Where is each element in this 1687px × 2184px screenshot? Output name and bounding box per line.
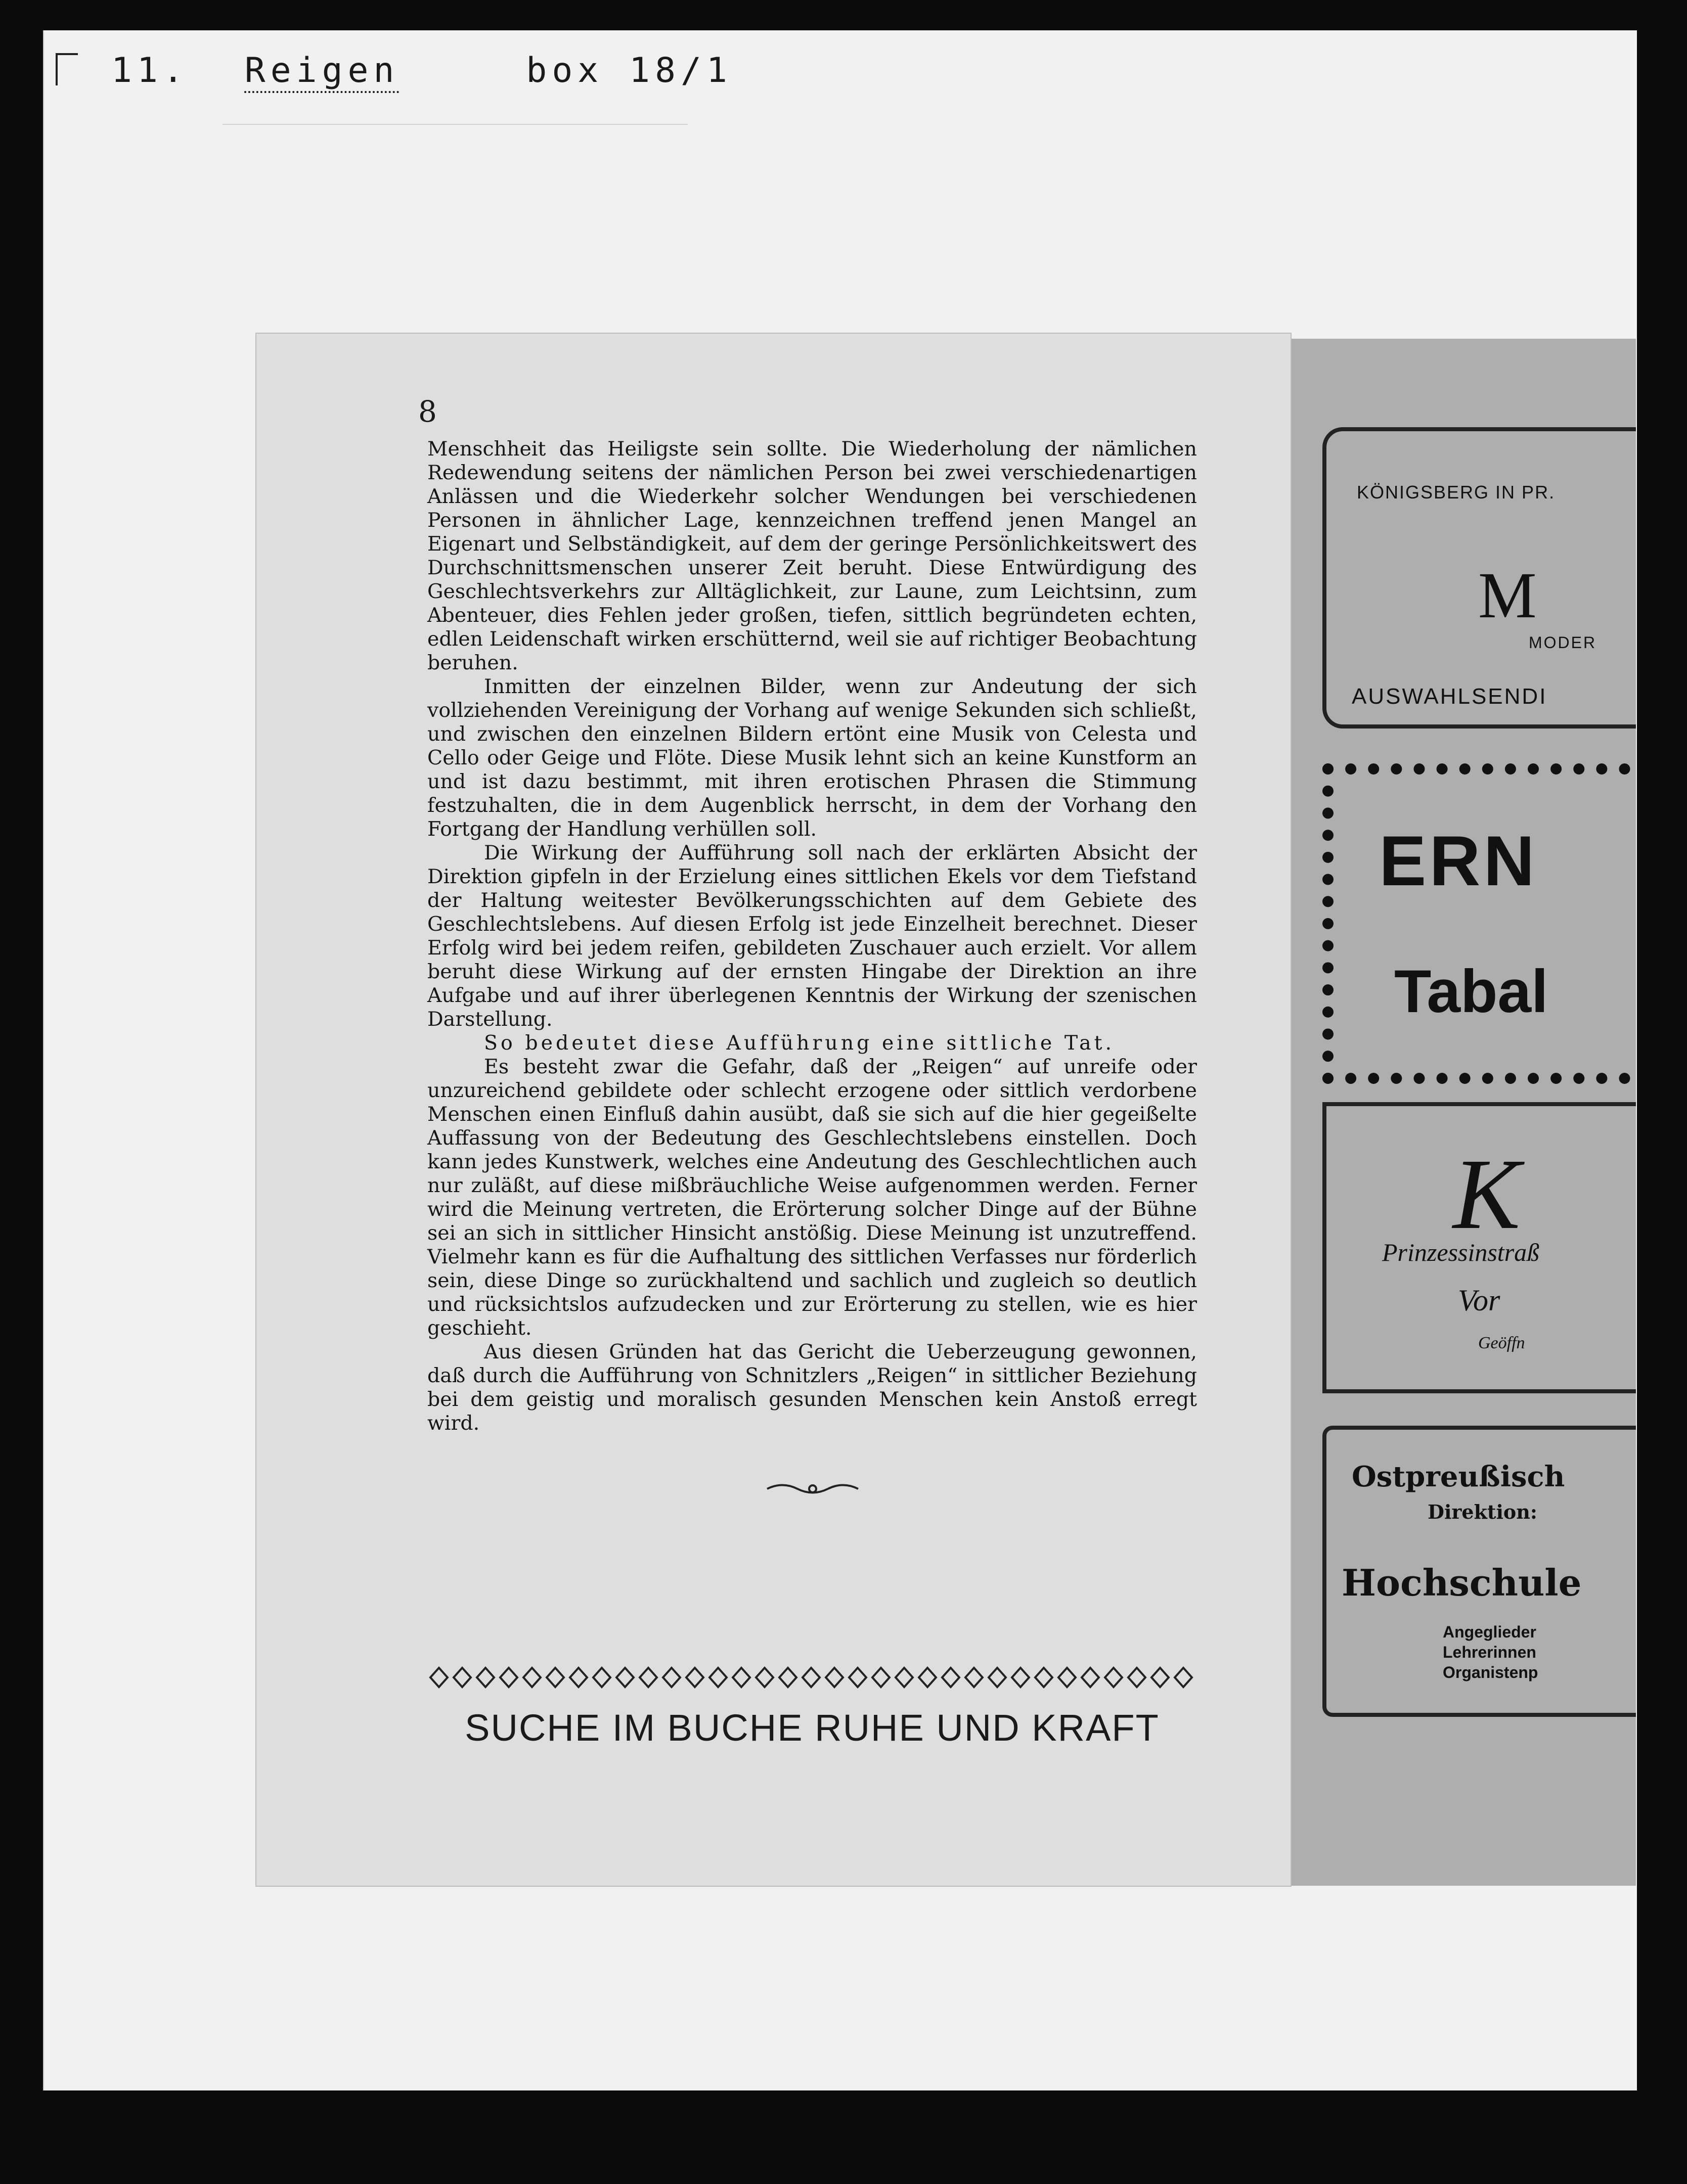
ad-big-letter: M	[1478, 559, 1537, 632]
diamond-mark	[896, 1668, 913, 1687]
ad-street: Prinzessinstraß	[1382, 1238, 1540, 1266]
header-rule	[223, 124, 688, 125]
diamond-border-icon	[427, 1666, 1197, 1689]
diamond-mark	[500, 1668, 517, 1687]
diamond-mark	[733, 1668, 750, 1687]
ad-line-1: Ostpreußisch	[1352, 1460, 1565, 1493]
paragraph: Inmitten der einzelnen Bilder, wenn zur Andeutung der sich vollziehenden Vereinigung der Vorhang auf wenige Sekunden sich schließt, und zwischen den einzelnen Bildern ertönt eine Musik von Celesta und Cello oder Geige und Flöte. Diese Musik lehnt sich an keine Kunstform an und ist dazu bestimmt, mit ihren erotischen Phrasen die Stimmung festzuhalten, die in dem Augenblick herrscht, in dem der Vorhang den Fortgang der Handlung verhüllen soll.	[427, 675, 1197, 841]
ad-small-text: MODER	[1529, 633, 1597, 652]
paragraph: Aus diesen Gründen hat das Gericht die Ueberzeugung gewonnen, daß durch die Aufführung von Schnitzlers „Reigen“ in sittlicher Beziehung bei dem geistig und moralisch gesunden Menschen kein Anstoß erregt wird.	[427, 1340, 1197, 1435]
advertisement-strip	[1287, 339, 1636, 1886]
ad-line-4: Angeglieder Lehrerinnen Organistenp	[1443, 1623, 1538, 1681]
diamond-mark	[919, 1668, 936, 1687]
advertisement-hochschule	[1322, 1426, 1636, 1717]
diamond-mark	[663, 1668, 680, 1687]
diamond-mark	[756, 1668, 773, 1687]
diamond-mark	[709, 1668, 727, 1687]
leaflet-page	[256, 334, 1291, 1886]
diamond-mark	[849, 1668, 866, 1687]
diamond-mark	[547, 1668, 564, 1687]
diamond-mark	[942, 1668, 959, 1687]
diamond-mark	[826, 1668, 843, 1687]
paragraph: Es besteht zwar die Gefahr, daß der „Reigen“ auf unreife oder unzureichend gebildete oder schlecht erzogene oder sittlich verdorbene Menschen einen Einfluß dahin ausübt, daß sie sich auf die hier gegeißelte Auffassung von der Bedeutung des Geschlechtslebens einstellen. Doch kann jedes Kunstwerk, welches eine Andeutung des Geschlechtlichen auch nur zuläßt, auf diese mißbräuchliche Weise aufgenommen werden. Ferner wird die Meinung vertreten, die Erörterung solcher Dinge auf der Bühne sei an sich in sittlicher Hinsicht anstößig. Diese Meinung ist unzutreffend. Vielmehr kann es für die Aufhaltung des sittlichen Verfasses nur förderlich sein, diese Dinge so zurückhaltend und sachlich und zugleich so deutlich und rücksichtslos aufzudecken und zur Erörterung zu stellen, wie es hier geschieht.	[427, 1055, 1197, 1340]
advertisement-tabak	[1322, 763, 1636, 1084]
diamond-mark	[686, 1668, 703, 1687]
ad-line-2: Direktion:	[1428, 1500, 1537, 1523]
diamond-mark	[965, 1668, 983, 1687]
ad-foot-text: AUSWAHLSENDI	[1352, 684, 1547, 709]
diamond-mark	[989, 1668, 1006, 1687]
diamond-mark	[1058, 1668, 1076, 1687]
header-title: Reigen	[244, 51, 399, 90]
diamond-mark	[454, 1668, 471, 1687]
diamond-mark	[1105, 1668, 1122, 1687]
ad-script-letter: K	[1453, 1139, 1521, 1250]
page-number: 8	[418, 394, 437, 429]
ad-city: KÖNIGSBERG IN PR.	[1357, 482, 1556, 503]
slogan: SUCHE IM BUCHE RUHE UND KRAFT	[465, 1707, 1160, 1749]
diamond-mark	[1128, 1668, 1145, 1687]
advertisement-koenigsberg	[1322, 427, 1636, 729]
diamond-mark	[1012, 1668, 1029, 1687]
diamond-mark	[872, 1668, 890, 1687]
paragraph: So bedeutet diese Aufführung eine sittliche Tat.	[484, 1031, 1115, 1055]
diamond-mark	[1035, 1668, 1052, 1687]
header-box-label: box 18/1	[526, 51, 732, 90]
diamond-mark	[523, 1668, 541, 1687]
card-corner-mark	[56, 53, 78, 85]
ad-subline: Tabal	[1394, 958, 1548, 1025]
diamond-mark	[1082, 1668, 1099, 1687]
diamond-mark	[593, 1668, 610, 1687]
diamond-mark	[1151, 1668, 1169, 1687]
diamond-mark	[1175, 1668, 1192, 1687]
diamond-mark	[779, 1668, 796, 1687]
diamond-mark	[640, 1668, 657, 1687]
diamond-mark	[477, 1668, 494, 1687]
header-number: 11.	[111, 51, 189, 90]
paragraph: Menschheit das Heiligste sein sollte. Die Wiederholung der nämlichen Redewendung seitens der nämlichen Person bei zwei verschiedenartigen Anlässen und die Wiederkehr solcher Wendungen bei verschiedenen Personen in ähnlicher Lage, kennzeichnen treffend jenen Mangel an Eigenart und Selbständigkeit, auf dem der geringe Persönlichkeitswert des Durchschnittsmenschen unserer Zeit beruht. Diese Entwürdigung des Geschlechtsverkehrs zur Alltäglichkeit, zur Laune, zum Leichtsinn, zum Abenteuer, dies Fehlen jeder großen, tiefen, sittlich begründeten echten, edlen Leidenschaft wirken erschütternd, weil sie auf richtiger Beobachtung beruhen.	[427, 437, 1197, 674]
archive-header	[111, 51, 732, 90]
ad-headline: ERN	[1379, 821, 1538, 900]
diamond-mark	[430, 1668, 448, 1687]
diamond-mark	[616, 1668, 634, 1687]
diamond-mark	[803, 1668, 820, 1687]
advertisement-prinzessinstrasse	[1322, 1102, 1636, 1393]
diamond-mark	[570, 1668, 587, 1687]
ad-line-2: Vor	[1458, 1284, 1500, 1317]
paragraph: Die Wirkung der Aufführung soll nach der erklärten Absicht der Direktion gipfeln in der Erzielung eines sittlichen Ekels vor dem Tiefstand der Haltung weitester Bevölkerungsschichten auf dem Gebiete des Geschlechtslebens. Auf diesen Erfolg ist jede Einzelheit berechnet. Dieser Erfolg wird bei jedem reifen, gebildeten Zuschauer auch erzielt. Vor allem beruht diese Wirkung auf der ernsten Hingabe der Direktion an ihre Aufgabe und auf ihrer überlegenen Kenntnis der Wirkung der szenischen Darstellung.	[427, 841, 1197, 1031]
ornament-icon	[762, 1479, 863, 1499]
ad-line-3: Geöffn	[1478, 1334, 1525, 1352]
body-text	[427, 437, 1197, 1435]
ad-line-3: Hochschule	[1342, 1561, 1582, 1604]
